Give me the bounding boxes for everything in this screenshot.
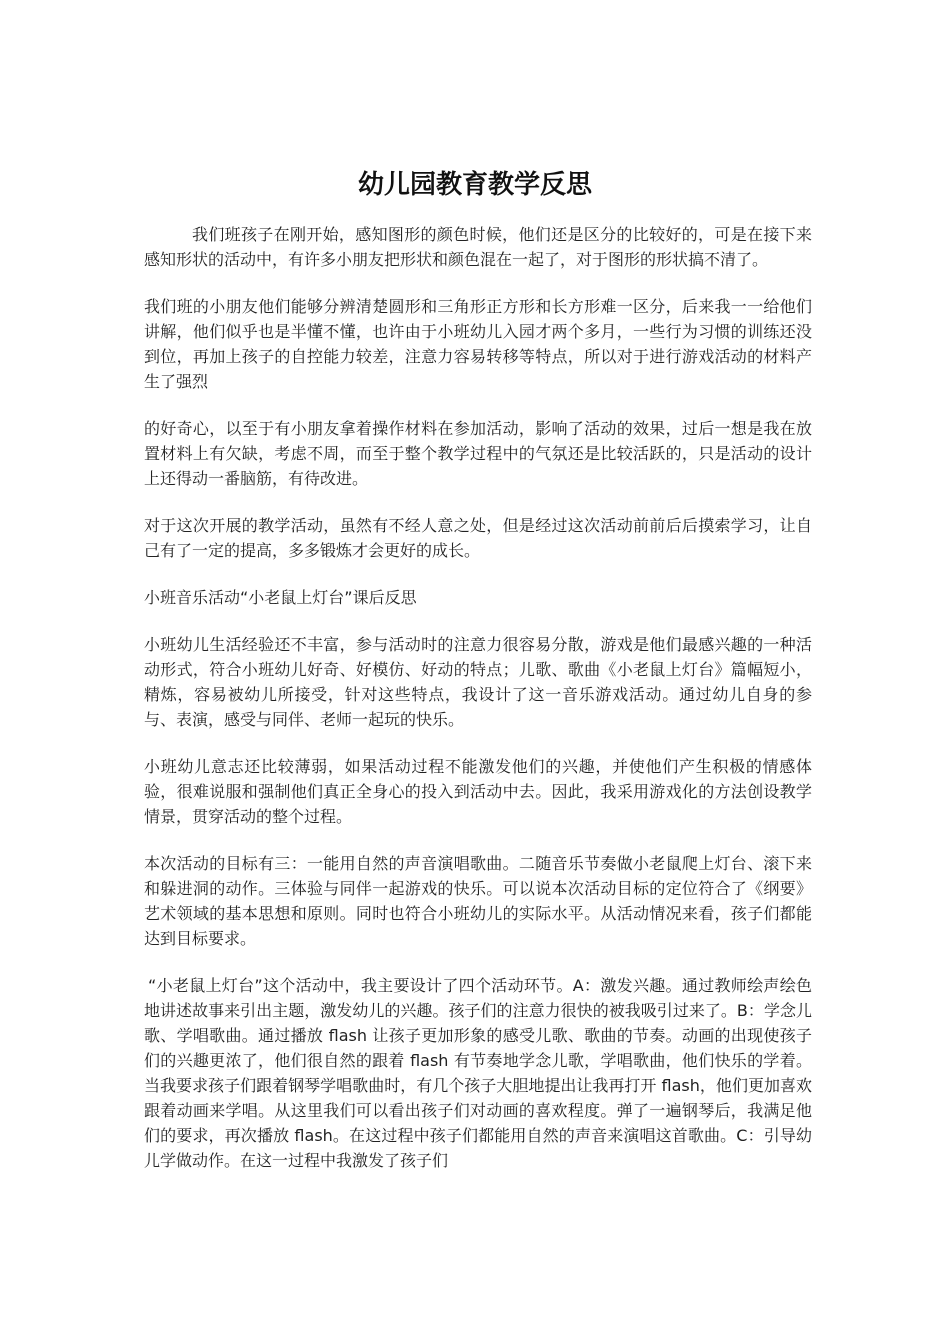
document-body — [144, 222, 812, 1195]
paragraph-9: “小老鼠上灯台”这个活动中，我主要设计了四个活动环节。A：激发兴趣。通过教师绘声绘色地讲述故事来引出主题，激发幼儿的兴趣。孩子们的注意力很快的被我吸引过来了。B：学念儿歌、学唱歌曲。通过播放 flash 让孩子更加形象的感受儿歌、歌曲的节奏。动画的出现使孩子们的兴趣更浓了，他们很自然的跟着 flash 有节奏地学念儿歌，学唱歌曲，他们快乐的学着。当我要求孩子们跟着钢琴学唱歌曲时，有几个孩子大胆地提出让我再打开 flash，他们更加喜欢跟着动画来学唱。从这里我们可以看出孩子们对动画的喜欢程度。弹了一遍钢琴后，我满足他们的要求，再次播放 flash。在这过程中孩子们都能用自然的声音来演唱这首歌曲。C：引导幼儿学做动作。在这一过程中我激发了孩子们 — [144, 976, 812, 1170]
paragraph-2: 我们班的小朋友他们能够分辨清楚圆形和三角形正方形和长方形难一区分，后来我一一给他们讲解，他们似乎也是半懂不懂，也许由于小班幼儿入园才两个多月，一些行为习惯的训练还没到位，再加上孩子的自控能力较差，注意力容易转移等特点，所以对于进行游戏活动的材料产生了强烈 — [144, 297, 812, 391]
paragraph-3: 的好奇心，以至于有小朋友拿着操作材料在参加活动，影响了活动的效果，过后一想是我在放置材料上有欠缺，考虑不周，而至于整个教学过程中的气氛还是比较活跃的，只是活动的设计上还得动一番脑筋，有待改进。 — [144, 419, 812, 488]
paragraph-4: 对于这次开展的教学活动，虽然有不经人意之处，但是经过这次活动前前后后摸索学习，让自己有了一定的提高，多多锻炼才会更好的成长。 — [144, 516, 812, 560]
paragraph-6: 小班幼儿生活经验还不丰富，参与活动时的注意力很容易分散，游戏是他们最感兴趣的一种活动形式，符合小班幼儿好奇、好模仿、好动的特点；儿歌、歌曲《小老鼠上灯台》篇幅短小，精炼，容易被幼儿所接受，针对这些特点，我设计了这一音乐游戏活动。通过幼儿自身的参与、表演，感受与同伴、老师一起玩的快乐。 — [144, 635, 812, 729]
section-heading: 小班音乐活动“小老鼠上灯台”课后反思 — [144, 588, 417, 607]
document-title: 幼儿园教育教学反思 — [357, 170, 592, 200]
paragraph-7: 小班幼儿意志还比较薄弱，如果活动过程不能激发他们的兴趣，并使他们产生积极的情感体验，很难说服和强制他们真正全身心的投入到活动中去。因此，我采用游戏化的方法创设教学情景，贯穿活动的整个过程。 — [144, 757, 812, 826]
paragraph-8: 本次活动的目标有三：一能用自然的声音演唱歌曲。二随音乐节奏做小老鼠爬上灯台、滚下来和躲进洞的动作。三体验与同伴一起游戏的快乐。可以说本次活动目标的定位符合了《纲要》艺术领域的基本思想和原则。同时也符合小班幼儿的实际水平。从活动情况来看，孩子们都能达到目标要求。 — [144, 854, 812, 948]
paragraph-1: 我们班孩子在刚开始，感知图形的颜色时候，他们还是区分的比较好的，可是在接下来感知形状的活动中，有许多小朋友把形状和颜色混在一起了，对于图形的形状搞不清了。 — [144, 225, 812, 269]
